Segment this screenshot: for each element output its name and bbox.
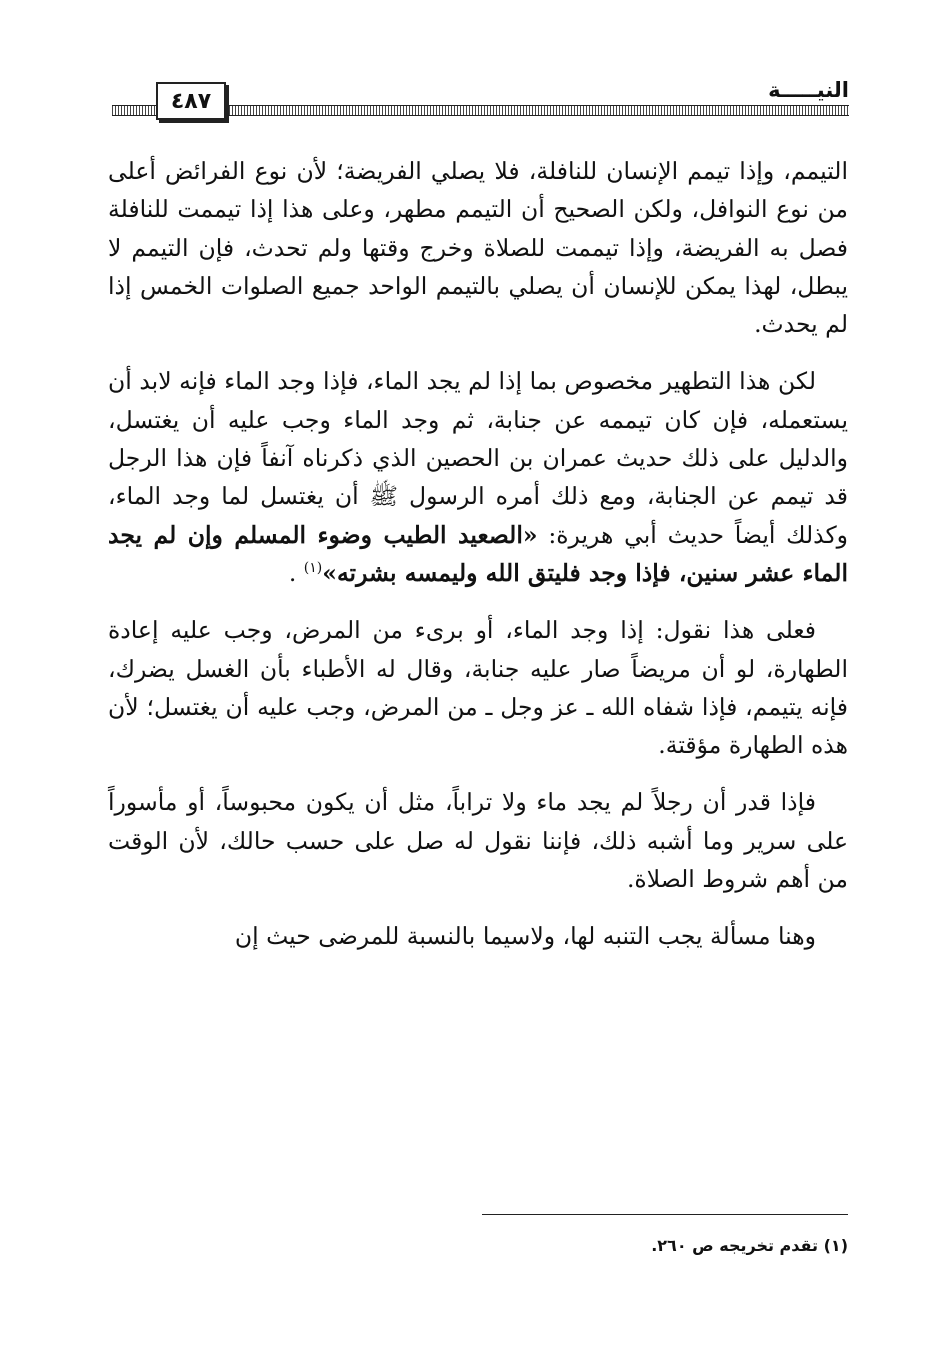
paragraph-1: التيمم، وإذا تيمم الإنسان للنافلة، فلا يصلي الفريضة؛ لأن نوع الفرائض أعلى من نوع النوافل، ولكن الصحيح أن التيمم مطهر، وعلى هذا إذا تيممت للنافلة فصل به الفريضة، وإذا تيممت للصلاة وخرج وقتها ولم تحدث، فإن التيمم لا يبطل، لهذا يمكن للإنسان أن يصلي بالتيمم الواحد جميع الصلوات الخمس إذا لم يحدث. [108,157,848,339]
chapter-title: النيـــــة [758,76,849,104]
footnote-reference: (١) [303,560,323,577]
paragraph-2-text: لكن هذا التطهير مخصوص بما إذا لم يجد الماء، فإذا وجد الماء فإنه لابد أن يستعمله، فإن كان تيممه عن جنابة، ثم وجد الماء وجب عليه أن يغتسل، والدليل على ذلك حديث عمران بن الحصين الذي ذكرناه آنفاً فإن هذا الرجل قد تيمم عن الجنابة، ومع ذلك أمره الرسول ﷺ أن يغتسل لما وجد الماء، وكذلك أيضاً حديث أبي هريرة: [108,367,848,549]
page-header [112,76,849,120]
footnote: (١) تقدم تخريجه ص ٢٦٠. [651,1236,848,1255]
paragraph-3: فعلى هذا نقول: إذا وجد الماء، أو برىء من المرض، وجب عليه إعادة الطهارة، لو أن مريضاً صار عليه جنابة، وقال له الأطباء بأن الغسل يضرك، فإنه يتيمم، فإذا شفاه الله ـ عز وجل ـ من المرض، وجب عليه أن يغتسل؛ لأن هذه الطهارة مؤقتة. [108,616,848,760]
paragraph-4: فإذا قدر أن رجلاً لم يجد ماء ولا تراباً، مثل أن يكون محبوساً، أو مأسوراً على سرير وما أشبه ذلك، فإننا نقول له صل على حسب حالك، لأن الوقت من أهم شروط الصلاة. [108,788,848,894]
paragraph-2-tail: . [288,558,304,587]
page-number: ٤٨٧ [156,82,226,120]
paragraph-5: وهنا مسألة يجب التنبه لها، ولاسيما بالنسبة للمرضى حيث إن [234,922,816,951]
page-body [108,152,848,975]
paragraph-2 [108,362,848,592]
hadith-quote: «الصعيد الطيب وضوء المسلم وإن لم يجد الماء عشر سنين، فإذا وجد فليتق الله وليمسه بشرته» [108,520,848,587]
footnote-divider [482,1214,848,1215]
